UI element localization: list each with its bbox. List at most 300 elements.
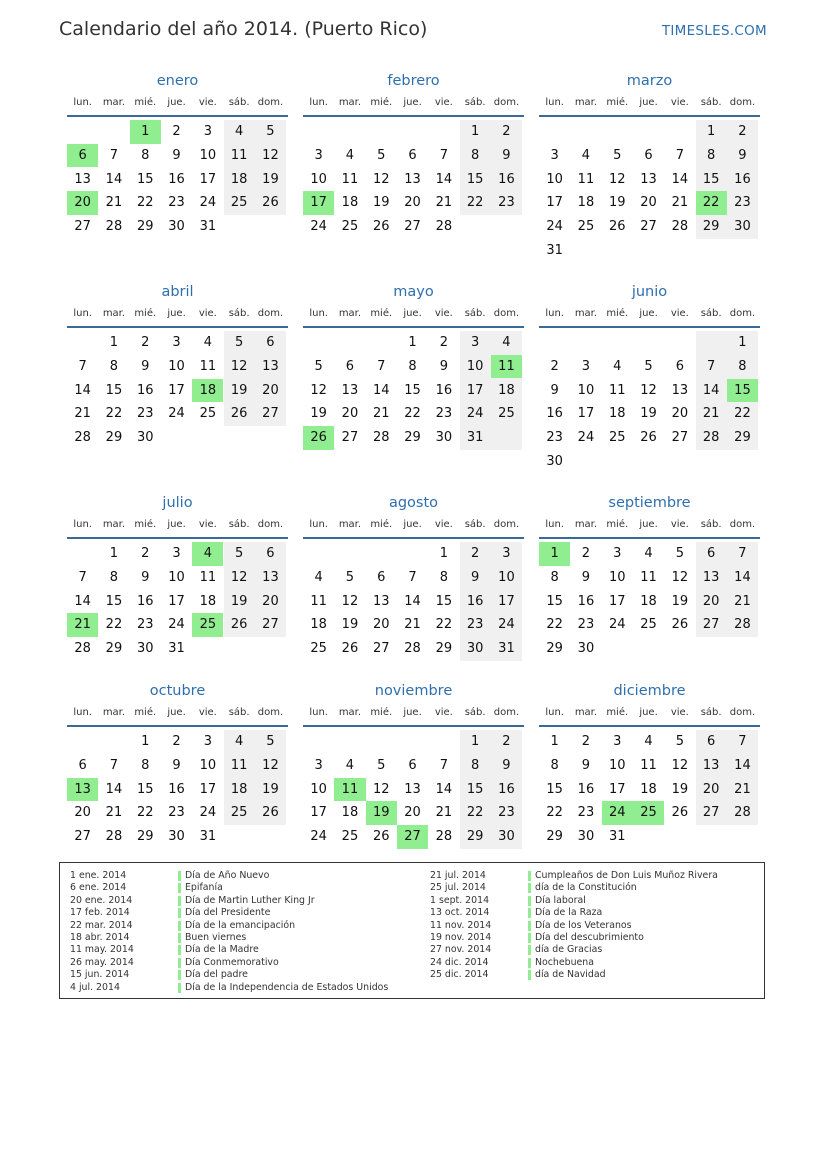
day-cell: 4: [644, 546, 653, 561]
day-cell: 6: [408, 757, 417, 773]
legend-date: 27 nov. 2014: [430, 944, 492, 956]
day-cell: 5: [235, 335, 244, 350]
day-cell: 4: [613, 358, 622, 374]
legend-holiday-name: Nochebuena: [535, 956, 594, 968]
day-cell: 8: [141, 147, 150, 163]
day-cell: 9: [502, 147, 511, 163]
day-cell: 31: [199, 219, 217, 235]
day-cell: 31: [608, 829, 626, 845]
day-cell: 8: [109, 358, 119, 374]
weekday-label: vie.: [198, 518, 217, 530]
legend-color-bar: [528, 970, 531, 980]
legend-color-bar: [178, 871, 181, 881]
legend-holiday-name: Día laboral: [535, 894, 586, 906]
day-cell: 29: [546, 829, 563, 845]
day-cell: 30: [577, 829, 595, 845]
day-cell: 26: [608, 219, 626, 235]
weekday-label: vie.: [198, 307, 217, 319]
day-cell: 12: [372, 781, 390, 797]
day-cell: 6: [78, 757, 87, 773]
legend-date: 1 sept. 2014: [430, 894, 490, 906]
weekday-label: jue.: [167, 96, 186, 108]
day-cell: 2: [550, 358, 559, 374]
day-cell: 30: [168, 829, 185, 845]
month-name: junio: [631, 284, 668, 300]
day-cell: 23: [136, 617, 154, 633]
legend-color-bar: [528, 896, 531, 906]
weekday-label: mar.: [338, 706, 362, 718]
day-cell: 7: [675, 147, 684, 163]
day-cell: 10: [608, 757, 626, 773]
legend-holiday-name: Epifanía: [185, 882, 223, 894]
day-cell: 4: [235, 124, 244, 139]
day-cell: 10: [577, 382, 595, 398]
day-cell: 30: [136, 430, 154, 446]
day-cell: 29: [404, 430, 421, 446]
weekday-label: mar.: [574, 518, 598, 530]
day-cell: 19: [262, 781, 279, 797]
day-cell: 14: [372, 382, 390, 398]
day-cell: 16: [466, 593, 484, 609]
day-cell: 26: [640, 430, 657, 446]
day-cell: 22: [466, 805, 484, 821]
day-cell: 31: [168, 641, 185, 657]
day-cell: 8: [550, 757, 559, 773]
day-cell: 22: [404, 406, 421, 422]
weekday-label: vie.: [434, 518, 453, 530]
day-cell: 26: [671, 617, 689, 633]
day-cell: 13: [341, 382, 359, 398]
day-cell: 22: [546, 617, 563, 633]
day-cell: 19: [310, 406, 327, 422]
day-cell: 15: [404, 382, 421, 398]
day-cell: 11: [199, 358, 217, 374]
day-cell: 27: [372, 641, 390, 657]
holiday-day: 17: [303, 191, 334, 215]
days-grid: [67, 727, 288, 848]
legend-color-bar: [528, 933, 531, 943]
day-cell: 5: [345, 569, 355, 585]
holiday-day: 25: [633, 801, 664, 825]
holiday-day: 13: [67, 778, 98, 802]
weekday-label: mar.: [574, 307, 598, 319]
day-cell: 11: [230, 147, 248, 163]
weekday-label: jue.: [639, 307, 658, 319]
weekday-label: sáb.: [464, 706, 486, 718]
day-cell: 22: [435, 617, 453, 633]
day-cell: 19: [372, 195, 390, 211]
day-cell: 10: [310, 781, 327, 797]
day-cell: 11: [230, 757, 248, 773]
day-cell: 12: [310, 382, 327, 398]
day-cell: 18: [341, 195, 359, 211]
day-cell: 7: [377, 358, 386, 374]
day-cell: 4: [345, 757, 355, 773]
day-cell: 9: [738, 147, 747, 163]
day-cell: 28: [74, 430, 91, 446]
day-cell: 25: [230, 805, 248, 821]
day-cell: 18: [608, 406, 626, 422]
day-cell: 8: [738, 358, 747, 374]
weekday-header: [67, 514, 288, 534]
day-cell: 24: [168, 617, 185, 633]
day-cell: 11: [310, 593, 327, 609]
day-cell: 23: [168, 805, 185, 821]
day-cell: 3: [314, 757, 323, 773]
day-cell: 2: [581, 546, 591, 561]
day-cell: 28: [372, 430, 390, 446]
day-cell: 14: [702, 382, 720, 398]
day-cell: 14: [435, 781, 453, 797]
day-cell: 8: [109, 569, 119, 585]
day-cell: 23: [577, 617, 595, 633]
month-name: enero: [156, 73, 199, 89]
weekday-label: lun.: [545, 518, 564, 530]
day-cell: 29: [466, 829, 484, 845]
weekday-header: [303, 303, 524, 323]
day-cell: 17: [577, 406, 595, 422]
legend-date: 11 may. 2014: [70, 944, 134, 956]
day-cell: 28: [404, 641, 421, 657]
day-cell: 10: [310, 171, 327, 187]
day-cell: 29: [734, 430, 751, 446]
days-grid: [303, 117, 524, 238]
day-cell: 4: [644, 734, 653, 749]
day-cell: 28: [671, 219, 689, 235]
day-cell: 22: [136, 195, 154, 211]
day-cell: 16: [498, 781, 515, 797]
day-cell: 15: [546, 781, 563, 797]
day-cell: 5: [675, 734, 684, 749]
weekday-label: mar.: [338, 96, 362, 108]
holiday-day: 21: [67, 613, 98, 637]
day-cell: 29: [136, 219, 154, 235]
day-cell: 4: [203, 335, 212, 350]
day-cell: 10: [466, 358, 484, 374]
day-cell: 15: [435, 593, 453, 609]
day-cell: 20: [640, 195, 657, 211]
day-cell: 16: [168, 781, 185, 797]
day-cell: 24: [168, 406, 185, 422]
day-cell: 20: [262, 382, 279, 398]
day-cell: 3: [550, 147, 559, 163]
day-cell: 23: [498, 805, 515, 821]
weekday-label: lun.: [73, 307, 92, 319]
day-cell: 2: [439, 335, 448, 350]
weekday-label: vie.: [670, 96, 689, 108]
weekday-label: lun.: [545, 706, 564, 718]
day-cell: 20: [702, 781, 720, 797]
day-cell: 7: [78, 358, 87, 374]
day-cell: 22: [734, 406, 751, 422]
day-cell: 6: [345, 358, 355, 374]
day-cell: 11: [608, 382, 626, 398]
days-grid: [539, 727, 760, 848]
day-cell: 30: [498, 829, 515, 845]
day-cell: 18: [640, 781, 657, 797]
weekday-label: mar.: [338, 518, 362, 530]
day-cell: 7: [707, 358, 716, 374]
day-cell: 12: [230, 358, 248, 374]
day-cell: 9: [581, 757, 591, 773]
day-cell: 1: [471, 124, 480, 139]
month-name: marzo: [626, 73, 673, 89]
brand-link[interactable]: TIMESLES.COM: [661, 23, 767, 39]
day-cell: 12: [640, 382, 657, 398]
legend-color-bar: [528, 945, 531, 955]
day-cell: 29: [105, 641, 123, 657]
day-cell: 6: [377, 569, 386, 585]
weekday-label: vie.: [198, 96, 217, 108]
weekday-label: sáb.: [464, 96, 486, 108]
legend-color-bar: [178, 983, 181, 993]
day-cell: 3: [502, 546, 511, 561]
weekday-label: lun.: [309, 518, 328, 530]
day-cell: 5: [675, 546, 684, 561]
day-cell: 7: [439, 757, 448, 773]
legend-color-bar: [528, 908, 531, 918]
weekday-label: dom.: [729, 307, 756, 319]
weekday-label: mié.: [370, 706, 393, 718]
day-cell: 19: [230, 382, 248, 398]
day-cell: 7: [408, 569, 417, 585]
days-grid: [67, 539, 288, 660]
day-cell: 25: [199, 406, 217, 422]
holiday-day: 18: [192, 379, 223, 403]
month-name: mayo: [393, 284, 434, 300]
day-cell: 20: [74, 805, 91, 821]
holiday-day: 19: [366, 801, 397, 825]
weekday-label: vie.: [670, 706, 689, 718]
weekday-label: dom.: [493, 518, 520, 530]
month-julio: [67, 492, 288, 660]
day-cell: 23: [546, 430, 563, 446]
day-cell: 21: [105, 805, 123, 821]
holiday-day: 1: [130, 120, 161, 144]
day-cell: 28: [435, 829, 453, 845]
day-cell: 3: [203, 124, 212, 139]
day-cell: 15: [105, 382, 123, 398]
day-cell: 6: [266, 546, 275, 561]
day-cell: 5: [235, 546, 244, 561]
day-cell: 31: [199, 829, 217, 845]
day-cell: 8: [471, 757, 480, 773]
holiday-legend: [59, 862, 765, 999]
legend-holiday-name: Cumpleaños de Don Luis Muñoz Rivera: [535, 870, 718, 881]
weekday-label: mié.: [606, 706, 629, 718]
day-cell: 17: [199, 171, 217, 187]
day-cell: 3: [581, 358, 591, 374]
day-cell: 29: [136, 829, 154, 845]
day-cell: 12: [608, 171, 626, 187]
weekday-label: mar.: [102, 307, 126, 319]
weekday-label: lun.: [73, 518, 92, 530]
day-cell: 3: [172, 335, 181, 350]
day-cell: 16: [136, 593, 154, 609]
weekday-label: vie.: [670, 518, 689, 530]
weekday-label: jue.: [403, 96, 422, 108]
day-cell: 13: [372, 593, 390, 609]
day-cell: 27: [404, 219, 421, 235]
legend-holiday-name: Día del Presidente: [185, 907, 271, 919]
holiday-day: 4: [192, 542, 223, 566]
month-name: octubre: [149, 683, 206, 699]
weekday-label: vie.: [434, 96, 453, 108]
weekday-label: mié.: [134, 706, 157, 718]
day-cell: 19: [671, 781, 689, 797]
day-cell: 3: [613, 734, 622, 749]
day-cell: 20: [671, 406, 689, 422]
day-cell: 5: [644, 358, 653, 374]
weekday-label: mar.: [338, 307, 362, 319]
holiday-day: 6: [67, 144, 98, 168]
legend-holiday-name: Día de los Veteranos: [535, 919, 632, 931]
day-cell: 15: [466, 171, 484, 187]
month-junio: [539, 281, 760, 473]
day-cell: 28: [74, 641, 91, 657]
day-cell: 23: [498, 195, 515, 211]
day-cell: 9: [141, 358, 150, 374]
weekday-label: jue.: [167, 518, 186, 530]
legend-holiday-name: Día de la Raza: [535, 907, 603, 919]
legend-date: 26 may. 2014: [70, 956, 134, 968]
day-cell: 5: [266, 734, 275, 749]
day-cell: 14: [734, 569, 751, 585]
month-septiembre: [539, 492, 760, 660]
day-cell: 28: [105, 219, 123, 235]
weekday-label: mar.: [574, 96, 598, 108]
day-cell: 20: [372, 617, 390, 633]
day-cell: 16: [546, 406, 563, 422]
day-cell: 21: [74, 406, 91, 422]
day-cell: 23: [466, 617, 484, 633]
day-cell: 13: [671, 382, 689, 398]
legend-holiday-name: Día del padre: [185, 969, 248, 981]
day-cell: 23: [136, 406, 154, 422]
weekday-header: [303, 514, 524, 534]
days-grid: [303, 539, 524, 660]
day-cell: 6: [408, 147, 417, 163]
day-cell: 3: [613, 546, 622, 561]
day-cell: 16: [498, 171, 515, 187]
legend-holiday-name: Día de Martin Luther King Jr: [185, 894, 315, 906]
day-cell: 6: [644, 147, 653, 163]
legend-color-bar: [528, 921, 531, 931]
month-agosto: [303, 492, 524, 660]
weekday-label: lun.: [309, 96, 328, 108]
weekday-label: mar.: [102, 706, 126, 718]
weekday-label: lun.: [545, 96, 564, 108]
day-cell: 10: [546, 171, 563, 187]
days-grid: [539, 117, 760, 262]
day-cell: 23: [435, 406, 453, 422]
weekday-label: jue.: [403, 706, 422, 718]
day-cell: 22: [105, 406, 123, 422]
day-cell: 25: [341, 829, 359, 845]
day-cell: 21: [404, 617, 421, 633]
day-cell: 3: [203, 734, 212, 749]
month-name: abril: [161, 284, 194, 300]
day-cell: 24: [608, 617, 626, 633]
weekday-label: jue.: [639, 518, 658, 530]
day-cell: 30: [136, 641, 154, 657]
day-cell: 4: [345, 147, 355, 163]
day-cell: 9: [141, 569, 150, 585]
day-cell: 9: [172, 757, 181, 773]
day-cell: 16: [168, 171, 185, 187]
day-cell: 26: [372, 219, 390, 235]
day-cell: 10: [199, 757, 217, 773]
weekday-label: jue.: [403, 518, 422, 530]
day-cell: 2: [502, 734, 511, 749]
day-cell: 11: [341, 171, 359, 187]
day-cell: 28: [734, 805, 751, 821]
days-grid: [539, 539, 760, 660]
day-cell: 7: [738, 734, 747, 749]
day-cell: 30: [734, 219, 751, 235]
page-title: Calendario del año 2014. (Puerto Rico): [59, 18, 428, 40]
day-cell: 3: [314, 147, 323, 163]
weekday-label: sáb.: [700, 307, 722, 319]
day-cell: 7: [78, 569, 87, 585]
day-cell: 7: [109, 757, 119, 773]
day-cell: 24: [498, 617, 515, 633]
day-cell: 5: [266, 124, 275, 139]
day-cell: 7: [738, 546, 747, 561]
day-cell: 19: [671, 593, 689, 609]
day-cell: 30: [546, 454, 563, 469]
weekday-label: dom.: [493, 706, 520, 718]
day-cell: 12: [671, 569, 689, 585]
day-cell: 6: [266, 335, 275, 350]
day-cell: 5: [613, 147, 622, 163]
legend-holiday-name: Día del descubrimiento: [535, 931, 644, 943]
day-cell: 18: [640, 593, 657, 609]
day-cell: 20: [702, 593, 720, 609]
day-cell: 16: [435, 382, 453, 398]
day-cell: 23: [577, 805, 595, 821]
day-cell: 20: [404, 195, 421, 211]
day-cell: 26: [372, 829, 390, 845]
weekday-label: sáb.: [700, 96, 722, 108]
day-cell: 19: [640, 406, 657, 422]
day-cell: 25: [608, 430, 626, 446]
day-cell: 26: [341, 641, 359, 657]
weekday-label: lun.: [73, 96, 92, 108]
holiday-day: 1: [539, 542, 570, 566]
day-cell: 10: [498, 569, 515, 585]
day-cell: 1: [141, 734, 150, 749]
day-cell: 14: [435, 171, 453, 187]
day-cell: 26: [230, 617, 248, 633]
day-cell: 17: [199, 781, 217, 797]
day-cell: 25: [498, 406, 515, 422]
day-cell: 13: [702, 757, 720, 773]
day-cell: 1: [408, 335, 417, 350]
legend-date: 6 ene. 2014: [70, 882, 127, 894]
day-cell: 27: [74, 219, 91, 235]
day-cell: 3: [172, 546, 181, 561]
day-cell: 28: [435, 219, 453, 235]
day-cell: 19: [262, 171, 279, 187]
day-cell: 21: [105, 195, 123, 211]
legend-date: 24 dic. 2014: [430, 956, 489, 968]
day-cell: 26: [230, 406, 248, 422]
day-cell: 8: [471, 147, 480, 163]
month-name: julio: [162, 495, 193, 511]
weekday-header: [539, 303, 760, 323]
day-cell: 20: [404, 805, 421, 821]
